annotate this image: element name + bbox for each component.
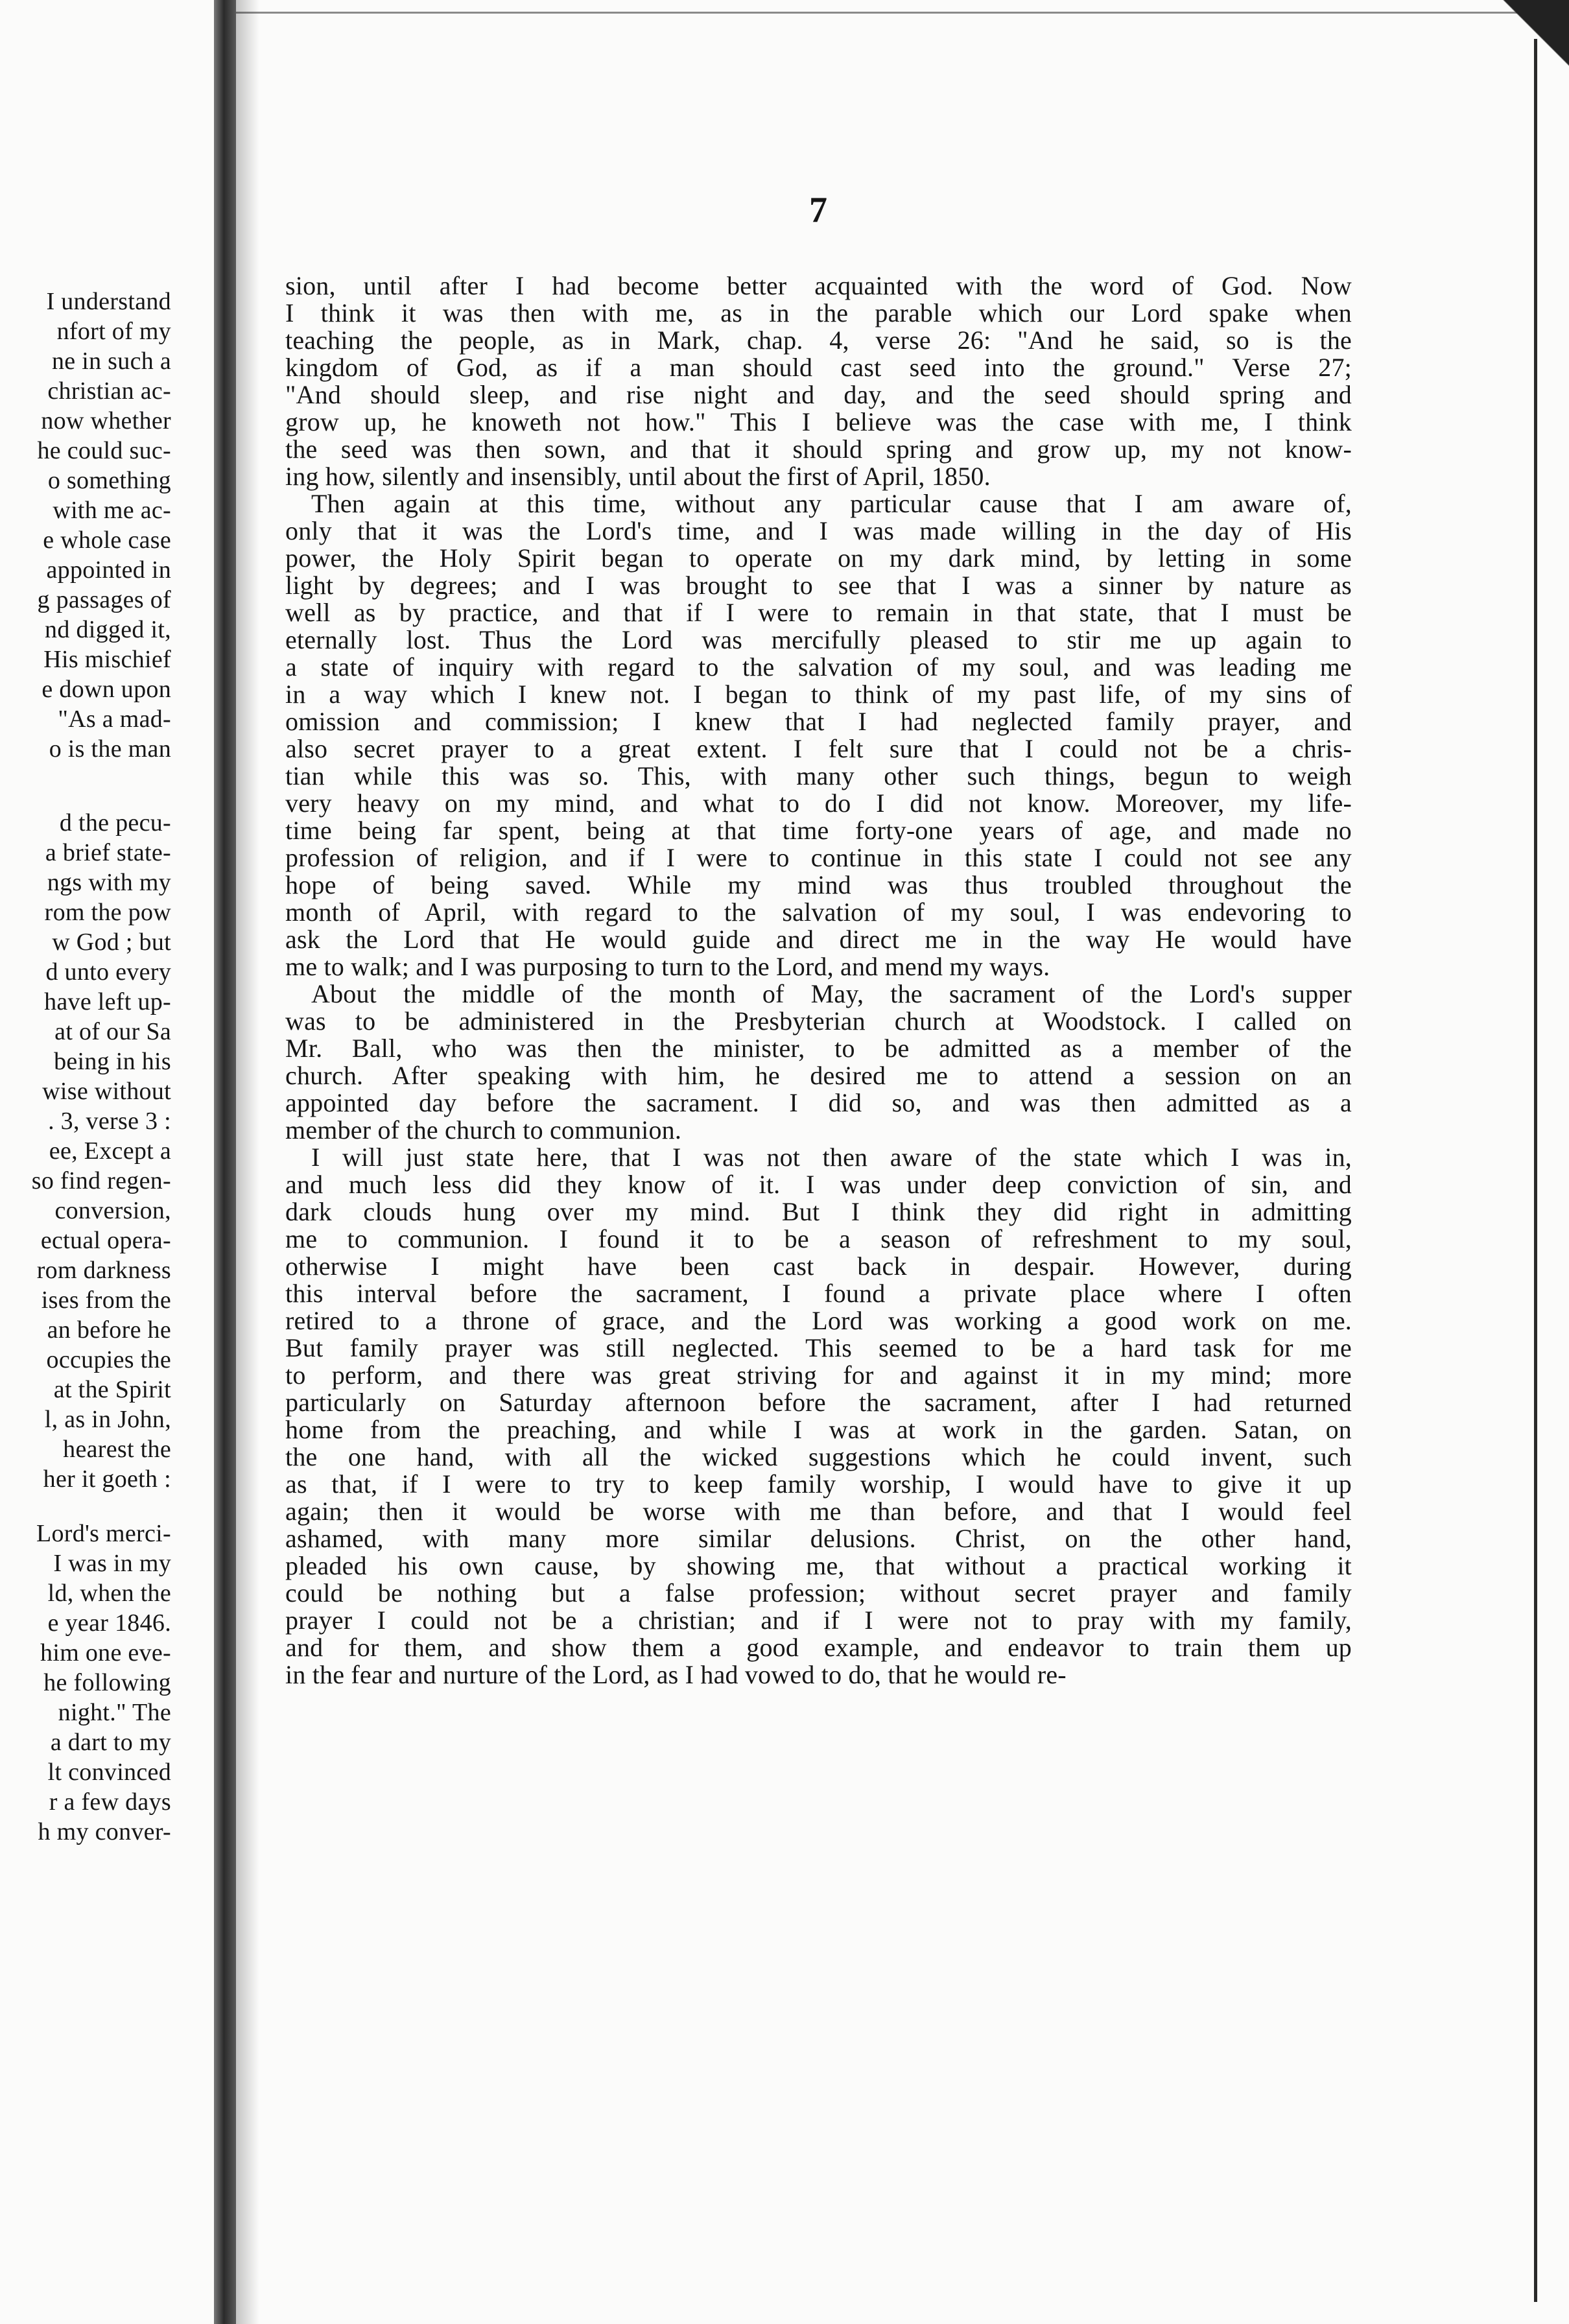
left-fragment-line: at of our Sa: [54, 1018, 171, 1045]
text-line: the seed was then sown, and that it should spring and grow up, my not know-: [285, 434, 1352, 464]
left-fragment-line: at the Spirit: [53, 1376, 171, 1403]
text-line: was to be administered in the Presbyterian church at Woodstock. I called on: [285, 1006, 1352, 1036]
left-fragment-line: christian ac-: [47, 377, 171, 405]
left-fragment-line: hearest the: [63, 1436, 171, 1463]
left-fragment-line: rom darkness: [36, 1257, 171, 1284]
text-line: also secret prayer to a great extent. I felt sure that I could not be a chris-: [285, 734, 1352, 763]
text-line: I think it was then with me, as in the parable which our Lord spake when: [285, 298, 1352, 327]
text-line: particularly on Saturday afternoon before the sacrament, after I had returned: [285, 1388, 1352, 1417]
left-fragment-line: ee, Except a: [49, 1137, 171, 1165]
text-line: again; then it would be worse with me than before, and that I would feel: [285, 1497, 1352, 1526]
left-fragment-line: w God ; but: [52, 929, 171, 956]
text-line: "And should sleep, and rise night and day, and the seed should spring and: [285, 380, 1352, 409]
left-fragment-line: an before he: [47, 1316, 171, 1344]
text-line: prayer I could not be a christian; and if I were not to pray with my family,: [285, 1606, 1352, 1635]
text-line: power, the Holy Spirit began to operate on my dark mind, by letting in some: [285, 543, 1352, 573]
left-fragment-line: . 3, verse 3 :: [48, 1108, 171, 1135]
left-fragment-line: so find regen-: [31, 1167, 171, 1194]
left-fragment-line: nfort of my: [56, 318, 171, 345]
text-line: ashamed, with many more similar delusions. Christ, on the other hand,: [285, 1524, 1352, 1553]
text-line: teaching the people, as in Mark, chap. 4, verse 26: "And he said, so is the: [285, 326, 1352, 355]
left-fragment-line: him one eve-: [40, 1639, 171, 1666]
left-fragment-line: o is the man: [49, 735, 171, 763]
text-line: eternally lost. Thus the Lord was mercifully pleased to stir me up again to: [285, 625, 1352, 654]
text-line: sion, until after I had become better acquainted with the word of God. Now: [285, 271, 1352, 300]
left-fragment-line: lt convinced: [47, 1759, 171, 1786]
left-fragment-line: Lord's merci-: [36, 1520, 171, 1547]
text-line: this interval before the sacrament, I found a private place where I often: [285, 1279, 1352, 1308]
left-fragment-line: ises from the: [41, 1286, 171, 1314]
text-line: retired to a throne of grace, and the Lord was working a good work on me.: [285, 1306, 1352, 1335]
text-line: very heavy on my mind, and what to do I did not know. Moreover, my life-: [285, 788, 1352, 818]
page-body-text: [285, 272, 1352, 1689]
left-fragment-line: he could suc-: [37, 437, 171, 464]
text-line: member of the church to communion.: [285, 1115, 682, 1144]
left-fragment-line: a dart to my: [50, 1729, 171, 1756]
paragraph: [285, 980, 1352, 1144]
page-corner: [1498, 0, 1569, 91]
text-line: light by degrees; and I was brought to see that I was a sinner by nature as: [285, 571, 1352, 600]
text-line: pleaded his own cause, by showing me, that without a practical working it: [285, 1551, 1352, 1580]
text-line: a state of inquiry with regard to the salvation of my soul, and was leading me: [285, 652, 1352, 682]
left-fragment-line: I was in my: [53, 1550, 171, 1577]
text-line: Then again at this time, without any particular cause that I am aware of,: [311, 489, 1352, 518]
text-line: profession of religion, and if I were to continue in this state I could not see any: [285, 843, 1352, 872]
text-line: could be nothing but a false profession; without secret prayer and family: [285, 1578, 1352, 1607]
paragraph: [285, 490, 1352, 980]
left-fragment-line: e whole case: [43, 527, 171, 554]
left-fragment-line: wise without: [42, 1078, 171, 1105]
left-fragment-line: appointed in: [46, 556, 171, 584]
text-line: I will just state here, that I was not then aware of the state which I was in,: [311, 1143, 1352, 1172]
text-line: home from the preaching, and while I was at work in the garden. Satan, on: [285, 1415, 1352, 1444]
left-fragment-line: His mischief: [43, 646, 171, 673]
left-fragment-line: o something: [47, 467, 171, 494]
book-gutter: [214, 0, 236, 2324]
text-line: About the middle of the month of May, the sacrament of the Lord's supper: [311, 979, 1352, 1008]
left-fragment-line: he following: [43, 1669, 171, 1696]
left-fragment-line: h my conver-: [38, 1818, 171, 1845]
page-top-edge: [236, 12, 1533, 14]
left-fragment-line: e year 1846.: [47, 1609, 171, 1637]
text-line: and for them, and show them a good example, and endeavor to train them up: [285, 1633, 1352, 1662]
left-fragment-line: r a few days: [49, 1788, 171, 1816]
text-line: hope of being saved. While my mind was thus troubled throughout the: [285, 870, 1352, 899]
left-fragment-line: d unto every: [45, 958, 171, 986]
page-number: 7: [809, 190, 827, 230]
text-line: as that, if I were to try to keep family worship, I would have to give it up: [285, 1469, 1352, 1499]
left-fragment-line: rom the pow: [44, 899, 171, 926]
left-fragment-line: nd digged it,: [45, 616, 171, 643]
left-fragment-line: now whether: [41, 407, 171, 434]
text-line: the one hand, with all the wicked suggestions which he could invent, such: [285, 1442, 1352, 1471]
left-fragment-line: a brief state-: [45, 839, 171, 866]
left-fragment-line: ld, when the: [47, 1580, 171, 1607]
gutter-shadow: [236, 0, 259, 2324]
left-fragment-line: her it goeth :: [43, 1465, 171, 1493]
text-line: But family prayer was still neglected. This seemed to be a hard task for me: [285, 1333, 1352, 1362]
text-line: me to walk; and I was purposing to turn to the Lord, and mend my ways.: [285, 952, 1050, 981]
paragraph: [285, 1144, 1352, 1689]
text-line: Mr. Ball, who was then the minister, to be admitted as a member of the: [285, 1034, 1352, 1063]
text-line: and much less did they know of it. I was under deep conviction of sin, and: [285, 1170, 1352, 1199]
text-line: me to communion. I found it to be a season of refreshment to my soul,: [285, 1224, 1352, 1253]
left-fragment-line: have left up-: [44, 988, 171, 1015]
left-fragment-line: l, as in John,: [44, 1406, 171, 1433]
text-line: kingdom of God, as if a man should cast seed into the ground." Verse 27;: [285, 353, 1352, 382]
left-fragment-line: d the pecu-: [59, 809, 171, 836]
left-fragment-line: g passages of: [37, 586, 171, 613]
text-line: grow up, he knoweth not how." This I believe was the case with me, I think: [285, 407, 1352, 436]
text-line: omission and commission; I knew that I had neglected family prayer, and: [285, 707, 1352, 736]
page-right-edge: [1534, 39, 1537, 2302]
left-fragment-line: with me ac-: [53, 497, 171, 524]
text-line: ing how, silently and insensibly, until about the first of April, 1850.: [285, 462, 991, 491]
text-line: in a way which I knew not. I began to think of my past life, of my sins of: [285, 680, 1352, 709]
left-fragment-line: ne in such a: [51, 348, 171, 375]
paragraph: [285, 272, 1352, 490]
text-line: in the fear and nurture of the Lord, as I had vowed to do, that he would re-: [285, 1660, 1067, 1689]
text-line: well as by practice, and that if I were to remain in that state, that I must be: [285, 598, 1352, 627]
text-line: time being far spent, being at that time forty-one years of age, and made no: [285, 816, 1352, 845]
text-line: ask the Lord that He would guide and direct me in the way He would have: [285, 925, 1352, 954]
left-fragment-line: ectual opera-: [40, 1227, 171, 1254]
text-line: month of April, with regard to the salvation of my soul, I was endevoring to: [285, 897, 1352, 927]
left-fragment-line: night." The: [58, 1699, 171, 1726]
left-fragment-line: I understand: [46, 288, 171, 315]
text-line: only that it was the Lord's time, and I was made willing in the day of His: [285, 516, 1352, 545]
text-line: otherwise I might have been cast back in despair. However, during: [285, 1251, 1352, 1281]
text-line: appointed day before the sacrament. I did so, and was then admitted as a: [285, 1088, 1352, 1117]
left-fragment-line: ngs with my: [47, 869, 171, 896]
left-fragment-line: e down upon: [41, 676, 171, 703]
left-fragment-line: "As a mad-: [58, 706, 171, 733]
left-fragment-line: occupies the: [46, 1346, 171, 1373]
text-line: church. After speaking with him, he desired me to attend a session on an: [285, 1061, 1352, 1090]
text-line: to perform, and there was great striving for and against it in my mind; more: [285, 1360, 1352, 1390]
left-fragment-line: conversion,: [54, 1197, 171, 1224]
left-fragment-line: being in his: [54, 1048, 171, 1075]
text-line: tian while this was so. This, with many other such things, begun to weigh: [285, 761, 1352, 790]
left-page-fragments: [0, 287, 213, 2102]
text-line: dark clouds hung over my mind. But I think they did right in admitting: [285, 1197, 1352, 1226]
